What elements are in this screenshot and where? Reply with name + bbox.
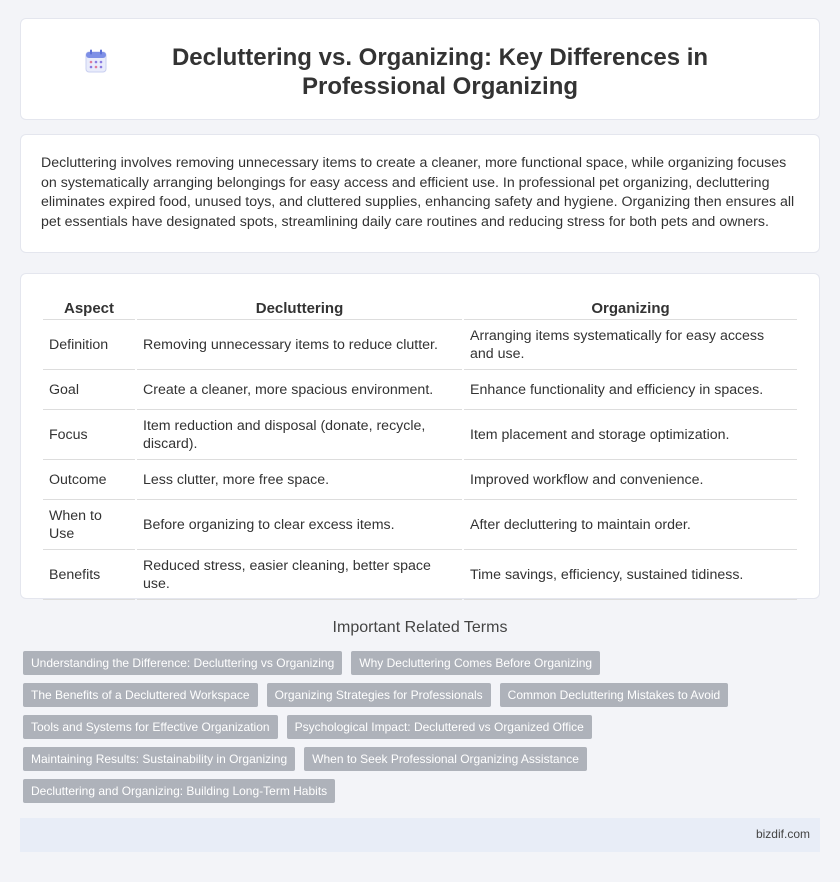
table-cell: Definition [43, 320, 135, 370]
table-cell: Enhance functionality and efficiency in spaces. [464, 370, 797, 410]
table-header: Organizing [464, 294, 797, 320]
related-term-tag[interactable]: Maintaining Results: Sustainability in Organizing [23, 747, 295, 771]
intro-paragraph: Decluttering involves removing unnecessary items to create a cleaner, more functional space, while organizing focuses on systematically arranging belongings for easy access and efficient use. In professional pet organizing, decluttering eliminates expired food, unused toys, and cluttered supplies, enhancing safety and hygiene. Organizing then ensures all pet essentials have designated spots, streamlining daily care routines and reducing stress for both pets and owners. [41, 155, 795, 230]
related-terms-list [23, 651, 783, 811]
related-term-tag[interactable]: Common Decluttering Mistakes to Avoid [500, 683, 729, 707]
table-cell: Time savings, efficiency, sustained tidiness. [464, 550, 797, 600]
comparison-table [41, 294, 799, 600]
related-term-tag[interactable]: The Benefits of a Decluttered Workspace [23, 683, 258, 707]
table-header: Decluttering [137, 294, 462, 320]
related-term-tag[interactable]: When to Seek Professional Organizing Assistance [304, 747, 587, 771]
table-cell: Less clutter, more free space. [137, 460, 462, 500]
intro-card [20, 134, 820, 253]
table-header-row [43, 294, 797, 320]
title-wrap [21, 43, 819, 101]
table-cell: Improved workflow and convenience. [464, 460, 797, 500]
table-row [43, 500, 797, 550]
related-term-tag[interactable]: Psychological Impact: Decluttered vs Organized Office [287, 715, 592, 739]
footer [20, 818, 820, 852]
table-row [43, 320, 797, 370]
table-row [43, 460, 797, 500]
comparison-card [20, 273, 820, 599]
table-cell: When to Use [43, 500, 135, 550]
related-term-tag[interactable]: Why Decluttering Comes Before Organizing [351, 651, 600, 675]
table-cell: Focus [43, 410, 135, 460]
table-cell: After decluttering to maintain order. [464, 500, 797, 550]
table-cell: Before organizing to clear excess items. [137, 500, 462, 550]
table-header: Aspect [43, 294, 135, 320]
table-cell: Outcome [43, 460, 135, 500]
related-terms-title: Important Related Terms [332, 619, 508, 636]
table-cell: Reduced stress, easier cleaning, better space use. [137, 550, 462, 600]
related-term-tag[interactable]: Organizing Strategies for Professionals [267, 683, 491, 707]
table-cell: Goal [43, 370, 135, 410]
table-cell: Benefits [43, 550, 135, 600]
related-term-tag[interactable]: Decluttering and Organizing: Building Long-Term Habits [23, 779, 335, 803]
table-row [43, 550, 797, 600]
header-card [20, 18, 820, 120]
table-row [43, 410, 797, 460]
table-cell: Create a cleaner, more spacious environment. [137, 370, 462, 410]
calendar-icon [85, 49, 107, 73]
related-term-tag[interactable]: Tools and Systems for Effective Organization [23, 715, 278, 739]
table-cell: Item placement and storage optimization. [464, 410, 797, 460]
page-title: Decluttering vs. Organizing: Key Differences in Professional Organizing [171, 44, 709, 100]
table-row [43, 370, 797, 410]
footer-site-link[interactable]: bizdif.com [755, 827, 810, 841]
table-cell: Item reduction and disposal (donate, recycle, discard). [137, 410, 462, 460]
table-cell: Arranging items systematically for easy access and use. [464, 320, 797, 370]
table-cell: Removing unnecessary items to reduce clutter. [137, 320, 462, 370]
related-term-tag[interactable]: Understanding the Difference: Decluttering vs Organizing [23, 651, 342, 675]
